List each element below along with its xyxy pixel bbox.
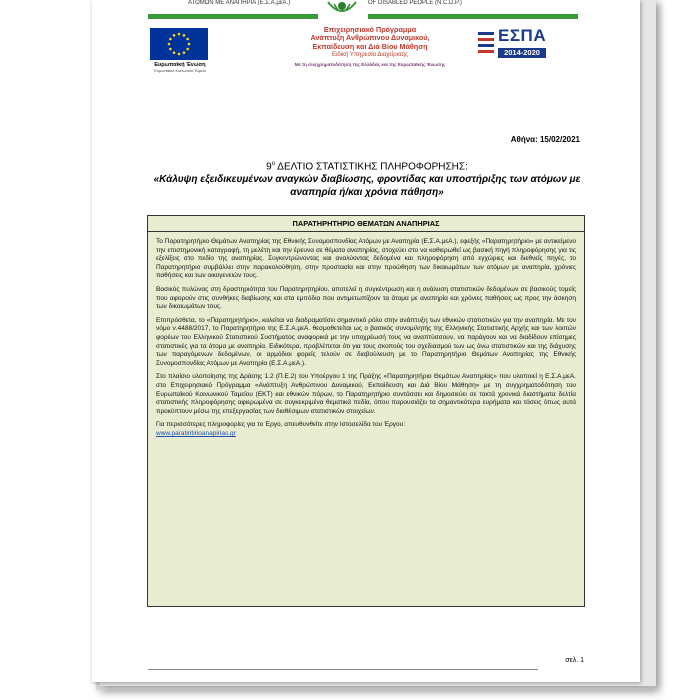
header-green-bar-right <box>368 14 578 19</box>
eu-subcaption: Ευρωπαϊκό Κοινωνικό Ταμείο <box>154 68 206 73</box>
bulletin-number: 9 <box>266 161 272 173</box>
eu-star-icon <box>183 51 186 54</box>
bulletin-ordinal: ο <box>271 161 276 167</box>
page-number: σελ. 1 <box>565 657 584 664</box>
eu-star-icon <box>169 38 172 41</box>
eu-star-icon <box>183 34 186 37</box>
box-paragraph-3: Επιπρόσθετα, το «Παρατηρητήριο», καλείται να διαδραματίσει σημαντικό ρόλο στην ανάπτυξη των εθνικών στατιστικών για την αναπηρία. Με τον νόμο ν.4488/2017, το Παρατηρητήριο της Ε.Σ.Α.μεΑ. θεσμοθετείται ως ο βασικός συνομιλητής της Ελληνικής Στατιστικής Αρχής και των λοιπών φορέων του Ελληνικού Στατιστικού Συστήματος αναφορικά με την υποχρέωσή τους να αναπτύσσουν, να παράγουν και να διαδίδουν επίσημες στατιστικές για τα άτομα με αναπηρία. Ειδικότερα, προβλέπεται ότι για τους σκοπούς του σχεδιασμού των ως άνω στατιστικών και της διάχυσης των παραγόμενων δεδομένων, οι αρμόδιοι φορείς τελούν σε διαβούλευση με το Παρατηρητήριο Θεμάτων Αναπηρίας της Εθνικής Συνομοσπονδίας Ατόμων με Αναπηρία (Ε.Σ.Α.μεΑ.). <box>156 316 576 367</box>
bulletin-heading <box>152 158 582 173</box>
eu-star-icon <box>168 43 171 46</box>
espa-years: 2014-2020 <box>498 48 546 58</box>
operational-programme-logo <box>252 26 488 69</box>
eu-star-icon <box>186 38 189 41</box>
header-left-org-text: ΑΤΟΜΩΝ ΜΕ ΑΝΑΠΗΡΙΑ (Ε.Σ.Α.μεΑ.) <box>188 0 291 6</box>
eu-star-icon <box>169 48 172 51</box>
eu-star-icon <box>186 48 189 51</box>
espa-logo <box>478 26 550 62</box>
eu-star-icon <box>173 51 176 54</box>
eu-star-icon <box>178 33 181 36</box>
op-cofunding-text: Με τη συγχρηματοδότηση της Ελλάδας και της Ευρωπαϊκής Ένωσης <box>294 61 446 67</box>
op-line-3: Εκπαίδευση και Διά Βίου Μάθηση <box>312 41 428 51</box>
op-special-service: Ειδική Υπηρεσία Διαχείρισης <box>332 52 408 59</box>
box-paragraph-5-text: Για περισσότερες πληροφορίες για το Έργο, απευθυνθείτε στην Ιστοσελίδα του Έργου: <box>156 421 406 429</box>
box-paragraph-5 <box>156 421 576 438</box>
box-paragraph-2: Βασικός πυλώνας στη δραστηριότητα του Παρατηρητηρίου, αποτελεί η συγκέντρωση και η ανάλυση στατιστικών δεδομένων σε βασικούς τομείς που αφορούν στις συνθήκες διαβίωσης και στα εμπόδια που αντιμετωπίζουν τα άτομα με αναπηρία και χρόνιες παθήσεις ως προς την άσκηση των δικαιωμάτων τους. <box>156 285 576 311</box>
op-line-1: Επιχειρησιακό Πρόγραμμα <box>323 25 417 34</box>
header-green-bar-left <box>148 14 318 19</box>
eu-star-icon <box>178 53 181 56</box>
box-paragraph-4: Στο πλαίσιο υλοποίησης της Δράσης 1.2 (Π.Ε.2) του Υποέργου 1 της Πράξης «Παρατηρητήριο Θεμάτων Αναπηρίας» που υλοποιεί η Ε.Σ.Α.μεΑ. στο Επιχειρησιακό Πρόγραμμα «Ανάπτυξη Ανθρώπινου Δυναμικού, Εκπαίδευση και Διά Βίου Μάθηση» με τη συγχρηματοδότηση του Ευρωπαϊκού Κοινωνικού Ταμείου (ΕΚΤ) και εθνικών πόρων, το Παρατηρητήριο συντάσσει και δημοσιεύει σε τακτά χρονικά διαστήματα δελτία στατιστικής πληροφόρησης αφιερωμένα σε συγκεκριμένα θεματικά πεδία, όπου παρουσιάζει τα σημαντικότερα ευρήματα και τάσεις όπως αυτά προκύπτουν μέσω της επεξεργασίας των διαθέσιμων στατιστικών στοιχείων. <box>156 373 576 415</box>
eu-flag-logo <box>150 28 208 60</box>
bulletin-heading-text: ΔΕΛΤΙΟ ΣΤΑΤΙΣΤΙΚΗΣ ΠΛΗΡΟΦΟΡΗΣΗΣ: <box>275 161 468 173</box>
eu-stars-icon <box>150 28 208 60</box>
observatory-info-box <box>147 215 585 607</box>
header-right-org-text: OF DISABLED PEOPLE (N.C.D.P.) <box>368 0 462 6</box>
document-page <box>92 0 640 682</box>
box-paragraph-1: Το Παρατηρητήριο Θεμάτων Αναπηρίας της Εθνικής Συνομοσπονδίας Ατόμων με Αναπηρία (Ε.Σ.Α.μεΑ.), εφεξής «Παρατηρητήριο» με αντικείμενο την επιστημονική καταγραφή, τη μελέτη και την έρευνα σε θέματα αναπηρίας, στοχεύει στο να καθιερωθεί ως βασική πηγή πληροφόρησης για τις εξελίξεις στο πεδίο της αναπηρίας. Συγκεντρώνοντας και αναλύοντας δεδομένα και πληροφόρηση από εγχώριες και διεθνείς πηγές, το Παρατηρητήριο συμβάλλει στην παρακολούθηση, στην προστασία και στην προώθηση των δικαιωμάτων των ατόμων με αναπηρία, χρόνιες παθήσεις και των οικογενειών τους. <box>156 238 576 280</box>
footer-rule <box>148 669 538 670</box>
esamea-emblem-icon <box>324 0 360 18</box>
eu-caption: Ευρωπαϊκή Ένωση <box>154 62 206 68</box>
eu-star-icon <box>173 34 176 37</box>
document-date: Αθήνα: 15/02/2021 <box>510 135 580 144</box>
bulletin-title <box>152 158 582 199</box>
espa-title: ΕΣΠΑ <box>498 26 547 45</box>
top-header-band <box>148 0 578 14</box>
eu-star-icon <box>188 43 191 46</box>
project-website-link[interactable]: www.paratiritirioanapirias.gr <box>156 429 236 437</box>
box-heading: ΠΑΡΑΤΗΡΗΤΗΡΙΟ ΘΕΜΑΤΩΝ ΑΝΑΠΗΡΙΑΣ <box>148 216 584 232</box>
espa-flag-icon <box>478 30 494 56</box>
op-line-2: Ανάπτυξη Ανθρώπινου Δυναμικού, <box>310 33 430 43</box>
bulletin-subtitle: «Κάλυψη εξειδικευμένων αναγκών διαβίωσης, φροντίδας και υποστήριξης των ατόμων με αναπηρία ή/και χρόνια πάθηση» <box>153 174 581 199</box>
